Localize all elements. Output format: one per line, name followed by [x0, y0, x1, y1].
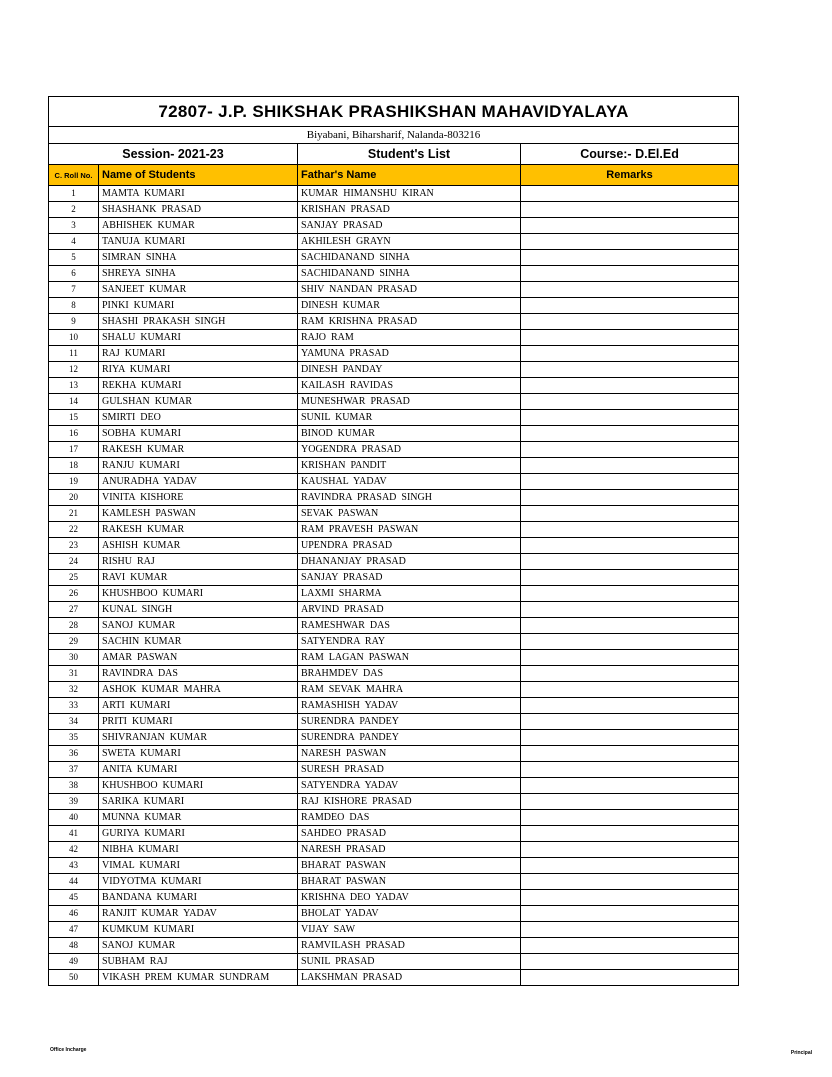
- footer-office-incharge-label: Office Incharge: [50, 1047, 87, 1053]
- roll-cell: 27: [49, 602, 99, 618]
- student-name-cell: RISHU RAJ: [99, 554, 298, 570]
- remarks-cell: [521, 314, 739, 330]
- student-name-cell: GULSHAN KUMAR: [99, 394, 298, 410]
- remarks-cell: [521, 778, 739, 794]
- table-row: [49, 298, 739, 314]
- student-name-cell: VIDYOTMA KUMARI: [99, 874, 298, 890]
- father-name-cell: YOGENDRA PRASAD: [298, 442, 521, 458]
- father-name-cell: YAMUNA PRASAD: [298, 346, 521, 362]
- remarks-cell: [521, 954, 739, 970]
- remarks-cell: [521, 586, 739, 602]
- table-row: [49, 234, 739, 250]
- table-row: [49, 314, 739, 330]
- roll-cell: 20: [49, 490, 99, 506]
- table-row: [49, 554, 739, 570]
- roll-cell: 1: [49, 186, 99, 202]
- roll-cell: 15: [49, 410, 99, 426]
- session-label: Session- 2021-23: [49, 144, 298, 165]
- table-row: [49, 634, 739, 650]
- father-name-cell: BINOD KUMAR: [298, 426, 521, 442]
- remarks-cell: [521, 378, 739, 394]
- student-name-cell: RAVI KUMAR: [99, 570, 298, 586]
- father-name-cell: SATYENDRA RAY: [298, 634, 521, 650]
- student-name-cell: KUMKUM KUMARI: [99, 922, 298, 938]
- father-name-cell: BHARAT PASWAN: [298, 858, 521, 874]
- column-header-row: [49, 165, 739, 186]
- student-name-cell: ARTI KUMARI: [99, 698, 298, 714]
- roll-cell: 10: [49, 330, 99, 346]
- roll-cell: 14: [49, 394, 99, 410]
- student-name-cell: ASHOK KUMAR MAHRA: [99, 682, 298, 698]
- remarks-cell: [521, 202, 739, 218]
- remarks-cell: [521, 794, 739, 810]
- table-row: [49, 378, 739, 394]
- table-row: [49, 970, 739, 986]
- remarks-cell: [521, 618, 739, 634]
- roll-cell: 37: [49, 762, 99, 778]
- roll-cell: 21: [49, 506, 99, 522]
- father-name-cell: DINESH KUMAR: [298, 298, 521, 314]
- page-title: 72807- J.P. SHIKSHAK PRASHIKSHAN MAHAVIDYALAYA: [49, 97, 739, 127]
- remarks-cell: [521, 842, 739, 858]
- student-name-cell: ANURADHA YADAV: [99, 474, 298, 490]
- roll-cell: 13: [49, 378, 99, 394]
- father-name-cell: RAM PRAVESH PASWAN: [298, 522, 521, 538]
- table-row: [49, 778, 739, 794]
- student-name-cell: PINKI KUMARI: [99, 298, 298, 314]
- table-row: [49, 618, 739, 634]
- student-name-cell: ASHISH KUMAR: [99, 538, 298, 554]
- father-name-cell: RAM KRISHNA PRASAD: [298, 314, 521, 330]
- table-row: [49, 714, 739, 730]
- remarks-cell: [521, 490, 739, 506]
- student-name-cell: GURIYA KUMARI: [99, 826, 298, 842]
- student-name-cell: RANJIT KUMAR YADAV: [99, 906, 298, 922]
- student-name-cell: SHASHANK PRASAD: [99, 202, 298, 218]
- roll-cell: 41: [49, 826, 99, 842]
- remarks-cell: [521, 506, 739, 522]
- remarks-cell: [521, 554, 739, 570]
- remarks-cell: [521, 426, 739, 442]
- student-name-cell: MAMTA KUMARI: [99, 186, 298, 202]
- address-subtitle: Biyabani, Biharsharif, Nalanda-803216: [49, 127, 739, 144]
- remarks-cell: [521, 650, 739, 666]
- student-table-body: [49, 186, 739, 986]
- table-row: [49, 794, 739, 810]
- father-name-cell: KRISHAN PANDIT: [298, 458, 521, 474]
- father-name-cell: SUNIL PRASAD: [298, 954, 521, 970]
- remarks-cell: [521, 442, 739, 458]
- student-name-cell: AMAR PASWAN: [99, 650, 298, 666]
- course-label: Course:- D.El.Ed: [521, 144, 739, 165]
- remarks-cell: [521, 746, 739, 762]
- roll-cell: 40: [49, 810, 99, 826]
- remarks-cell: [521, 266, 739, 282]
- father-name-cell: SANJAY PRASAD: [298, 218, 521, 234]
- roll-cell: 44: [49, 874, 99, 890]
- roll-cell: 11: [49, 346, 99, 362]
- remarks-cell: [521, 634, 739, 650]
- father-name-cell: AKHILESH GRAYN: [298, 234, 521, 250]
- student-name-cell: RAJ KUMARI: [99, 346, 298, 362]
- father-name-cell: RAM SEVAK MAHRA: [298, 682, 521, 698]
- table-row: [49, 570, 739, 586]
- roll-cell: 32: [49, 682, 99, 698]
- column-header-name: Name of Students: [99, 165, 298, 186]
- table-row: [49, 682, 739, 698]
- father-name-cell: UPENDRA PRASAD: [298, 538, 521, 554]
- table-row: [49, 458, 739, 474]
- student-list-table: [48, 96, 739, 986]
- roll-cell: 43: [49, 858, 99, 874]
- father-name-cell: SAHDEO PRASAD: [298, 826, 521, 842]
- father-name-cell: RAVINDRA PRASAD SINGH: [298, 490, 521, 506]
- student-name-cell: VIKASH PREM KUMAR SUNDRAM: [99, 970, 298, 986]
- remarks-cell: [521, 698, 739, 714]
- remarks-cell: [521, 330, 739, 346]
- remarks-cell: [521, 474, 739, 490]
- table-row: [49, 650, 739, 666]
- roll-cell: 23: [49, 538, 99, 554]
- remarks-cell: [521, 250, 739, 266]
- roll-cell: 8: [49, 298, 99, 314]
- roll-cell: 50: [49, 970, 99, 986]
- table-row: [49, 698, 739, 714]
- table-row: [49, 362, 739, 378]
- student-name-cell: REKHA KUMARI: [99, 378, 298, 394]
- roll-cell: 35: [49, 730, 99, 746]
- student-name-cell: SMIRTI DEO: [99, 410, 298, 426]
- table-row: [49, 730, 739, 746]
- roll-cell: 38: [49, 778, 99, 794]
- student-name-cell: SANOJ KUMAR: [99, 618, 298, 634]
- roll-cell: 26: [49, 586, 99, 602]
- table-row: [49, 906, 739, 922]
- student-name-cell: SHIVRANJAN KUMAR: [99, 730, 298, 746]
- student-name-cell: KHUSHBOO KUMARI: [99, 586, 298, 602]
- table-row: [49, 394, 739, 410]
- father-name-cell: RAMVILASH PRASAD: [298, 938, 521, 954]
- remarks-cell: [521, 538, 739, 554]
- father-name-cell: RAMDEO DAS: [298, 810, 521, 826]
- table-row: [49, 826, 739, 842]
- table-row: [49, 202, 739, 218]
- father-name-cell: DHANANJAY PRASAD: [298, 554, 521, 570]
- roll-cell: 19: [49, 474, 99, 490]
- roll-cell: 12: [49, 362, 99, 378]
- father-name-cell: KAUSHAL YADAV: [298, 474, 521, 490]
- table-row: [49, 282, 739, 298]
- table-row: [49, 346, 739, 362]
- remarks-cell: [521, 874, 739, 890]
- father-name-cell: RAMASHISH YADAV: [298, 698, 521, 714]
- footer-principal-label: Principal: [790, 1050, 812, 1056]
- roll-cell: 31: [49, 666, 99, 682]
- father-name-cell: DINESH PANDAY: [298, 362, 521, 378]
- father-name-cell: SACHIDANAND SINHA: [298, 250, 521, 266]
- father-name-cell: RAJO RAM: [298, 330, 521, 346]
- father-name-cell: KAILASH RAVIDAS: [298, 378, 521, 394]
- student-name-cell: BANDANA KUMARI: [99, 890, 298, 906]
- remarks-cell: [521, 394, 739, 410]
- father-name-cell: SURESH PRASAD: [298, 762, 521, 778]
- father-name-cell: SACHIDANAND SINHA: [298, 266, 521, 282]
- student-name-cell: RAKESH KUMAR: [99, 522, 298, 538]
- father-name-cell: KUMAR HIMANSHU KIRAN: [298, 186, 521, 202]
- father-name-cell: SANJAY PRASAD: [298, 570, 521, 586]
- column-header-remarks: Remarks: [521, 165, 739, 186]
- student-name-cell: VIMAL KUMARI: [99, 858, 298, 874]
- table-row: [49, 250, 739, 266]
- student-name-cell: MUNNA KUMAR: [99, 810, 298, 826]
- student-name-cell: KUNAL SINGH: [99, 602, 298, 618]
- roll-cell: 18: [49, 458, 99, 474]
- father-name-cell: SATYENDRA YADAV: [298, 778, 521, 794]
- roll-cell: 49: [49, 954, 99, 970]
- student-name-cell: SIMRAN SINHA: [99, 250, 298, 266]
- table-row: [49, 746, 739, 762]
- roll-cell: 30: [49, 650, 99, 666]
- table-row: [49, 410, 739, 426]
- remarks-cell: [521, 858, 739, 874]
- father-name-cell: BHARAT PASWAN: [298, 874, 521, 890]
- column-header-roll: C. Roll No.: [49, 165, 99, 186]
- father-name-cell: NARESH PRASAD: [298, 842, 521, 858]
- student-name-cell: SANJEET KUMAR: [99, 282, 298, 298]
- table-row: [49, 426, 739, 442]
- student-name-cell: PRITI KUMARI: [99, 714, 298, 730]
- remarks-cell: [521, 922, 739, 938]
- table-row: [49, 506, 739, 522]
- table-row: [49, 522, 739, 538]
- table-row: [49, 586, 739, 602]
- session-row: [49, 144, 739, 165]
- title-row: [49, 97, 739, 127]
- student-name-cell: RANJU KUMARI: [99, 458, 298, 474]
- remarks-cell: [521, 218, 739, 234]
- table-row: [49, 890, 739, 906]
- remarks-cell: [521, 810, 739, 826]
- roll-cell: 34: [49, 714, 99, 730]
- roll-cell: 48: [49, 938, 99, 954]
- father-name-cell: LAKSHMAN PRASAD: [298, 970, 521, 986]
- student-name-cell: VINITA KISHORE: [99, 490, 298, 506]
- student-name-cell: SANOJ KUMAR: [99, 938, 298, 954]
- table-row: [49, 218, 739, 234]
- table-row: [49, 666, 739, 682]
- father-name-cell: RAJ KISHORE PRASAD: [298, 794, 521, 810]
- remarks-cell: [521, 938, 739, 954]
- student-name-cell: SACHIN KUMAR: [99, 634, 298, 650]
- remarks-cell: [521, 410, 739, 426]
- student-name-cell: ANITA KUMARI: [99, 762, 298, 778]
- table-row: [49, 538, 739, 554]
- student-name-cell: SHASHI PRAKASH SINGH: [99, 314, 298, 330]
- roll-cell: 6: [49, 266, 99, 282]
- remarks-cell: [521, 890, 739, 906]
- father-name-cell: VIJAY SAW: [298, 922, 521, 938]
- roll-cell: 2: [49, 202, 99, 218]
- list-title-label: Student's List: [298, 144, 521, 165]
- father-name-cell: SURENDRA PANDEY: [298, 730, 521, 746]
- document-page: [48, 96, 738, 986]
- student-name-cell: KAMLESH PASWAN: [99, 506, 298, 522]
- column-header-father: Fathar's Name: [298, 165, 521, 186]
- student-name-cell: SWETA KUMARI: [99, 746, 298, 762]
- roll-cell: 9: [49, 314, 99, 330]
- table-row: [49, 186, 739, 202]
- student-name-cell: RAVINDRA DAS: [99, 666, 298, 682]
- remarks-cell: [521, 602, 739, 618]
- roll-cell: 45: [49, 890, 99, 906]
- student-name-cell: SHREYA SINHA: [99, 266, 298, 282]
- remarks-cell: [521, 282, 739, 298]
- father-name-cell: RAMESHWAR DAS: [298, 618, 521, 634]
- father-name-cell: SHIV NANDAN PRASAD: [298, 282, 521, 298]
- roll-cell: 47: [49, 922, 99, 938]
- student-name-cell: ABHISHEK KUMAR: [99, 218, 298, 234]
- roll-cell: 29: [49, 634, 99, 650]
- father-name-cell: ARVIND PRASAD: [298, 602, 521, 618]
- roll-cell: 39: [49, 794, 99, 810]
- subtitle-row: [49, 127, 739, 144]
- table-row: [49, 474, 739, 490]
- student-name-cell: RIYA KUMARI: [99, 362, 298, 378]
- table-row: [49, 858, 739, 874]
- roll-cell: 28: [49, 618, 99, 634]
- student-name-cell: NIBHA KUMARI: [99, 842, 298, 858]
- father-name-cell: MUNESHWAR PRASAD: [298, 394, 521, 410]
- father-name-cell: SEVAK PASWAN: [298, 506, 521, 522]
- remarks-cell: [521, 186, 739, 202]
- student-name-cell: SHALU KUMARI: [99, 330, 298, 346]
- roll-cell: 46: [49, 906, 99, 922]
- roll-cell: 17: [49, 442, 99, 458]
- table-row: [49, 922, 739, 938]
- table-row: [49, 602, 739, 618]
- roll-cell: 36: [49, 746, 99, 762]
- remarks-cell: [521, 362, 739, 378]
- remarks-cell: [521, 234, 739, 250]
- remarks-cell: [521, 666, 739, 682]
- roll-cell: 33: [49, 698, 99, 714]
- table-row: [49, 762, 739, 778]
- student-name-cell: SUBHAM RAJ: [99, 954, 298, 970]
- table-row: [49, 442, 739, 458]
- remarks-cell: [521, 346, 739, 362]
- student-name-cell: SOBHA KUMARI: [99, 426, 298, 442]
- table-row: [49, 938, 739, 954]
- table-row: [49, 842, 739, 858]
- student-name-cell: TANUJA KUMARI: [99, 234, 298, 250]
- father-name-cell: BHOLAT YADAV: [298, 906, 521, 922]
- father-name-cell: KRISHNA DEO YADAV: [298, 890, 521, 906]
- remarks-cell: [521, 970, 739, 986]
- remarks-cell: [521, 458, 739, 474]
- student-name-cell: KHUSHBOO KUMARI: [99, 778, 298, 794]
- father-name-cell: BRAHMDEV DAS: [298, 666, 521, 682]
- table-row: [49, 874, 739, 890]
- roll-cell: 42: [49, 842, 99, 858]
- roll-cell: 4: [49, 234, 99, 250]
- remarks-cell: [521, 714, 739, 730]
- father-name-cell: SURENDRA PANDEY: [298, 714, 521, 730]
- roll-cell: 25: [49, 570, 99, 586]
- student-name-cell: RAKESH KUMAR: [99, 442, 298, 458]
- roll-cell: 3: [49, 218, 99, 234]
- table-row: [49, 954, 739, 970]
- roll-cell: 5: [49, 250, 99, 266]
- table-row: [49, 266, 739, 282]
- roll-cell: 7: [49, 282, 99, 298]
- table-row: [49, 490, 739, 506]
- remarks-cell: [521, 522, 739, 538]
- remarks-cell: [521, 570, 739, 586]
- remarks-cell: [521, 298, 739, 314]
- student-name-cell: SARIKA KUMARI: [99, 794, 298, 810]
- remarks-cell: [521, 906, 739, 922]
- father-name-cell: LAXMI SHARMA: [298, 586, 521, 602]
- table-row: [49, 810, 739, 826]
- father-name-cell: NARESH PASWAN: [298, 746, 521, 762]
- table-row: [49, 330, 739, 346]
- father-name-cell: KRISHAN PRASAD: [298, 202, 521, 218]
- father-name-cell: RAM LAGAN PASWAN: [298, 650, 521, 666]
- roll-cell: 22: [49, 522, 99, 538]
- remarks-cell: [521, 682, 739, 698]
- roll-cell: 16: [49, 426, 99, 442]
- remarks-cell: [521, 826, 739, 842]
- remarks-cell: [521, 762, 739, 778]
- father-name-cell: SUNIL KUMAR: [298, 410, 521, 426]
- roll-cell: 24: [49, 554, 99, 570]
- remarks-cell: [521, 730, 739, 746]
